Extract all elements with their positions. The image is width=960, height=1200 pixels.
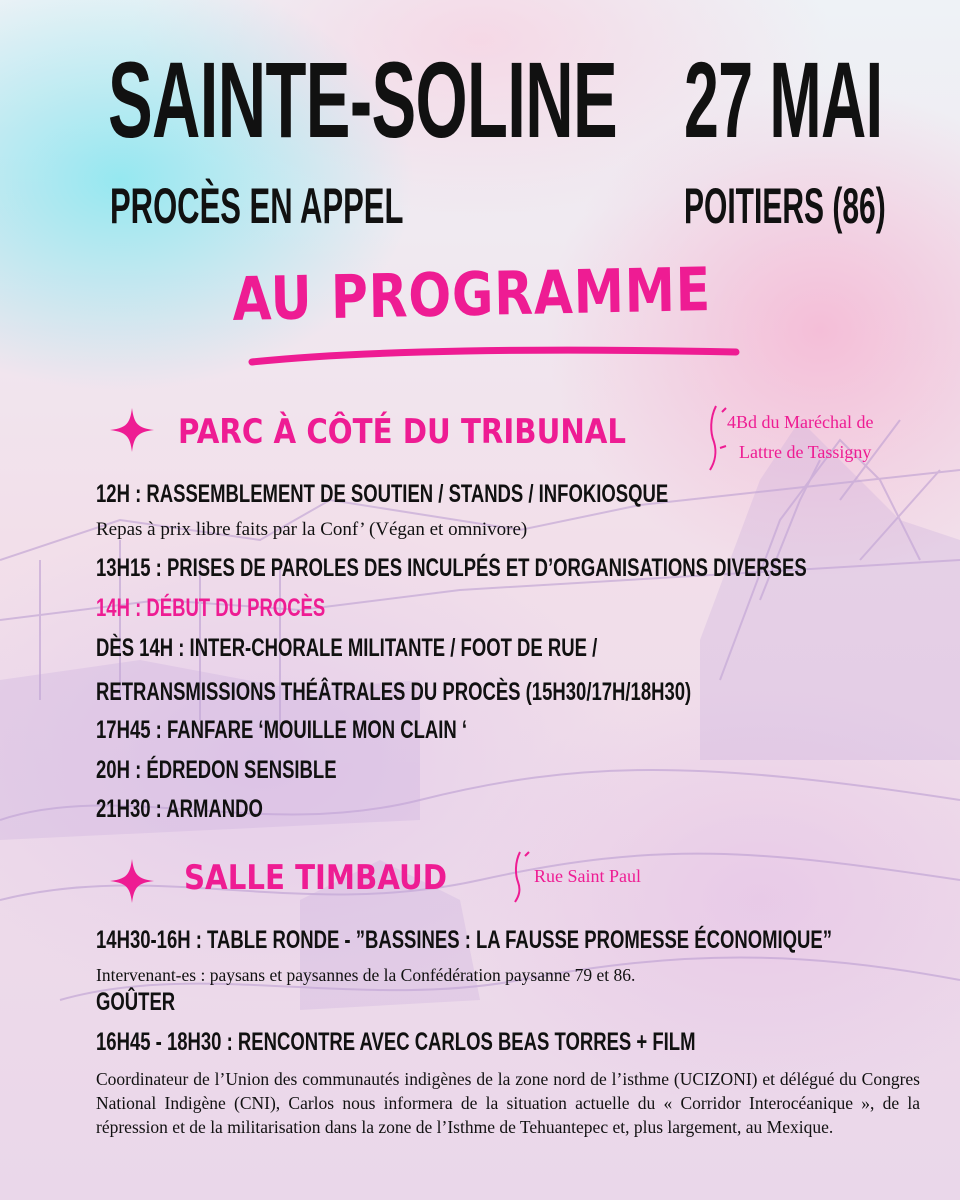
schedule-note: Repas à prix libre faits par la Conf’ (Végan et omnivore): [96, 519, 528, 540]
event-place: POITIERS (86): [684, 178, 886, 234]
location-parc-line1: 4Bd du Maréchal de: [727, 412, 874, 432]
sparkle-icon: [108, 406, 156, 454]
section-title-parc: PARC À CÔTÉ DU TRIBUNAL: [178, 412, 627, 452]
schedule-item: 17H45 : FANFARE ‘MOUILLE MON CLAIN ‘: [96, 716, 468, 744]
speaker-description: Coordinateur de l’Union des communautés indigènes de la zone nord de l’isthme (UCIZONI) et délégué du Congres National Indigène (CNI), Carlos nous informera de la situation actuelle du « Corridor Interocéanique », de la répression et de la militarisation dans la zone de l’Isthme de Tehuantepec et, plus largement, au Mexique.: [96, 1069, 920, 1137]
schedule-item: DÈS 14H : INTER-CHORALE MILITANTE / FOOT DE RUE /: [96, 634, 598, 662]
schedule-item: RETRANSMISSIONS THÉÂTRALES DU PROCÈS (15H30/17H/18H30): [96, 678, 692, 706]
schedule-item: 20H : ÉDREDON SENSIBLE: [96, 756, 337, 784]
schedule-item: GOÛTER: [96, 988, 176, 1016]
programme-underline: [246, 340, 746, 370]
schedule-note: Intervenant-es : paysans et paysannes de la Confédération paysanne 79 et 86.: [96, 965, 636, 985]
location-bracket-decoration: [508, 848, 534, 904]
schedule-item: 16H45 - 18H30 : RENCONTRE AVEC CARLOS BEAS TORRES + FILM: [96, 1028, 696, 1056]
schedule-item: 21H30 : ARMANDO: [96, 795, 263, 823]
schedule-item: 14H30-16H : TABLE RONDE - ”BASSINES : LA FAUSSE PROMESSE ÉCONOMIQUE”: [96, 926, 832, 954]
event-subtitle: PROCÈS EN APPEL: [110, 178, 404, 234]
event-title: SAINTE-SOLINE: [108, 39, 618, 160]
schedule-item: 13H15 : PRISES DE PAROLES DES INCULPÉS ET D’ORGANISATIONS DIVERSES: [96, 554, 807, 582]
location-salle: Rue Saint Paul: [534, 866, 641, 886]
location-parc-line2: Lattre de Tassigny: [739, 442, 872, 462]
schedule-item-highlight: 14H : DÉBUT DU PROCÈS: [96, 594, 326, 622]
section-title-salle: SALLE TIMBAUD: [184, 858, 448, 898]
sparkle-icon: [108, 857, 156, 905]
programme-heading: AU PROGRAMME: [231, 255, 712, 335]
schedule-item: 12H : RASSEMBLEMENT DE SOUTIEN / STANDS / INFOKIOSQUE: [96, 480, 669, 508]
event-date: 27 MAI: [684, 39, 883, 160]
